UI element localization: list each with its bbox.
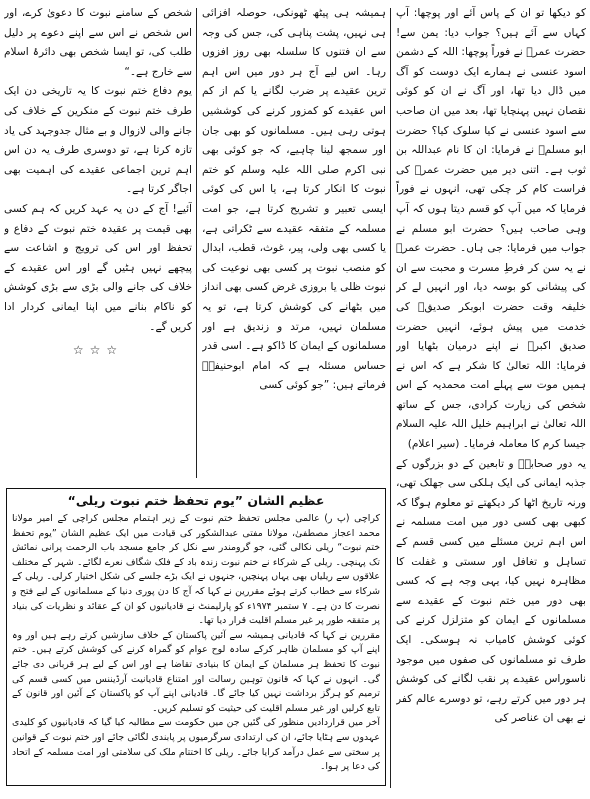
article-paragraph: ہمیشہ ہی پیٹھ ٹھونکی، حوصلہ افزائی ہی نہیں، پشت پناہی کی، جس کی وجہ سے ان فتنوں کا سلسلہ بھی روز افزوں رہا۔ اس لیے آج ہر دور میں اس اہم ترین عقیدے پر ضرب لگانے یا کم از کم اس عقیدے کو کمزور کرنے کی کوششیں ہوتی رہی ہیں۔ مسلمانوں کو بھی جان اور سمجھ لینا چاہیے، کہ جو کوئی بھی نبی اکرم صلی اللہ علیہ وسلم کو ختم نبوت کا انکار کرتا ہے، یا اس کی کوئی ایسی تعبیر و تشریح کرتا ہے، جو امت مسلمہ کے متفقہ عقیدے سے ٹکراتی ہے، یا کسی بھی ولی، پیر، غوث، قطب، ابدال کو منصب نبوت پر کسی بھی نوعیت کی نبوت ظلی یا بروزی غرض کسی بھی انداز میں بٹھانے کی کوشش کرتا ہے، تو یہ مسلمان نہیں، مرتد و زندیق ہے اور مسلمانوں کے ایمان کا ڈاکو ہے۔ اسی قدر حساس مسئلہ ہے کہ امام ابوحنیفہؒ فرماتے ہیں: ”جو کوئی کسی (202, 7, 386, 392)
article-paragraph: شخص کے سامنے نبوت کا دعویٰ کرے، اور اس شخص نے اس سے اپنے دعوے پر دلیل طلب کی، تو ایسا شخص بھی دائرۂ اسلام سے خارج ہے۔“ (4, 7, 192, 78)
news-box-title: عظیم الشان ”یوم تحفظ ختم نبوت ریلی“ (67, 493, 325, 508)
article-paragraph: کو دیکھا تو ان کے پاس آئے اور پوچھا: آپ کہاں سے آئے ہیں؟ جواب دیا: یمن سے! حضرت عمرؓ نے فوراً پوچھا: اللہ کے دشمن اسود عنسی نے ہمارے ایک دوست کو آگ میں ڈال دیا تھا، اور آگ نے ان کو کوئی نقصان نہیں پہنچایا تھا، بعد میں ان صاحب سے اسود عنسی نے کیا سلوک کیا؟ حضرت ابو مسلمؒ نے فرمایا: ان کا نام عبداللہ بن ثوب ہے۔ اتنی دیر میں حضرت عمرؓ کی فراست کام کر چکی تھی، انہوں نے فوراً فرمایا کہ میں آپ کو قسم دیتا ہوں کہ آپ وہی صاحب ہیں؟ حضرت ابو مسلم نے جواب میں فرمایا: جی ہاں۔ حضرت عمرؓ نے یہ سن کر فرطِ مسرت و محبت سے ان کی پیشانی کو بوسہ دیا، اور انہیں لے کر خلیفہ وقت حضرت ابوبکر صدیقؓ کی خدمت میں پیش ہوئے، انہیں حضرت صدیق اکبرؓ نے اپنے درمیان بٹھایا اور فرمایا: اللہ تعالیٰ کا شکر ہے کہ اس نے ہمیں موت سے پہلے امت محمدیہ کے اس شخص کی زیارت کرادی، جس کے ساتھ اللہ تعالیٰ نے ابراہیم خلیل اللہ علیہ السلام جیسا کرم کا معاملہ فرمایا۔ (سیر اعلام) (396, 7, 586, 451)
article-paragraph: آئیے! آج کے دن یہ عہد کریں کہ ہم کسی بھی قیمت پر عقیدہ ختم نبوت کے دفاع و تحفظ اور اس کی ترویج و اشاعت سے پیچھے نہیں ہٹیں گے اور اس عقیدے کے خلاف کی جانے والی بڑی سے بڑی کوشش کو ناکام بنانے میں اپنا ایمانی کردار ادا کریں گے۔ (4, 202, 192, 333)
news-box (6, 488, 386, 786)
column-divider (390, 8, 391, 788)
news-box-body (12, 512, 380, 782)
end-marks: ☆☆☆ (72, 343, 124, 358)
news-paragraph: کراچی (پ ر) عالمی مجلس تحفظ ختم نبوت کے زیر اہتمام مجلس کراچی کے امیر مولانا محمد اعجاز مصطفیٰ، مولانا مفتی عبدالشکور کی قیادت میں ایک عظیم الشان ”یوم تحفظ ختم نبوت“ ریلی نکالی گئی، جو گرومندر سے نکل کر جامع مسجد باب الرحمت پرانی نمائش تک پہنچی۔ ریلی کے شرکاء نے ختم نبوت زندہ باد کے فلک شگاف نعرے لگائے۔ شہر کے مختلف علاقوں سے ریلیاں بھی یہاں پہنچیں، جنہوں نے ایک بڑے جلسے کی شکل اختیار کرلی۔ ریلی کے شرکاء سے خطاب کرتے ہوئے مقررین نے کہا کہ آج کا دن پوری دنیا کے مسلمانوں کے لیے فتح و نصرت کا دن ہے۔ ۷ ستمبر ۱۹۷۴ء کو پارلیمنٹ نے قادیانیوں کو ان کے عقائد و نظریات کی بنیاد پر متفقہ طور پر غیر مسلم اقلیت قرار دیا تھا۔ (12, 513, 380, 627)
article-paragraph: یوم دفاع ختم نبوت کا یہ تاریخی دن ایک طرف ختم نبوت کے منکرین کے خلاف کی جانے والی لازوال و بے مثال جدوجہد کی یاد تازہ کرتا ہے، تو دوسری طرف یہ دن اس اہم ترین اجماعی عقیدے کی اہمیت بھی اجاگر کرتا ہے۔ (4, 85, 192, 196)
column-left (4, 4, 192, 482)
news-paragraph: مقررین نے کہا کہ قادیانی ہمیشہ سے آئین پاکستان کے خلاف سازشیں کرتے رہے ہیں اور وہ اپنے آپ کو مسلمان ظاہر کرکے سادہ لوح عوام کو گمراہ کرنے کی کوشش کرتے ہیں۔ ختم نبوت کا تحفظ ہر مسلمان کے ایمان کا بنیادی تقاضا ہے اور اس کے لیے ہر قربانی دی جائے گی۔ انہوں نے کہا کہ قانون توہین رسالت اور امتناع قادیانیت آرڈیننس میں کسی قسم کی ترمیم کو ہرگز برداشت نہیں کیا جائے گا۔ قادیانی اپنے آپ کو پاکستان کے آئین اور قانون کے تابع کرلیں اور غیر مسلم اقلیت کی حیثیت کو تسلیم کریں۔ (12, 629, 380, 714)
column-middle (202, 4, 386, 482)
news-paragraph: آخر میں قراردادیں منظور کی گئیں جن میں حکومت سے مطالبہ کیا گیا کہ قادیانیوں کو کلیدی عہدوں سے ہٹایا جائے، ان کی ارتدادی سرگرمیوں پر پابندی لگائی جائے اور ختم نبوت کے قوانین پر سختی سے عمل درآمد کرایا جائے۔ ریلی کا اختتام ملک کی سلامتی اور امت مسلمہ کے اتحاد کی دعا پر ہوا۔ (12, 717, 380, 773)
column-right (396, 4, 586, 791)
article-paragraph: یہ دور صحابہؓ و تابعین کے دو بزرگوں کے جذبہ ایمانی کی ایک ہلکی سی جھلک تھی، ورنہ تاریخ اٹھا کر دیکھتے تو معلوم ہوگا کہ کبھی بھی کسی دور میں امت مسلمہ نے اس اہم ترین مسئلے میں کسی قسم کے تساہل و تغافل اور سستی و غفلت کا مظاہرہ نہیں کیا، یہی وجہ ہے کہ کسی بھی دور میں ختم نبوت کے عقیدے سے مسلمانوں کے ایمان کو متزلزل کرنے کی کوئی کوشش کامیاب نہ ہوسکی۔ ایک طرف تو مسلمانوں کی صفوں میں موجود ناسوراس عقیدے پر نقب لگانے کی کوشش ہر دور میں کرتے رہے، تو دوسرے عالم کفر نے بھی ان عناصر کی (396, 457, 586, 725)
newspaper-page (4, 4, 586, 795)
column-divider (196, 8, 197, 478)
